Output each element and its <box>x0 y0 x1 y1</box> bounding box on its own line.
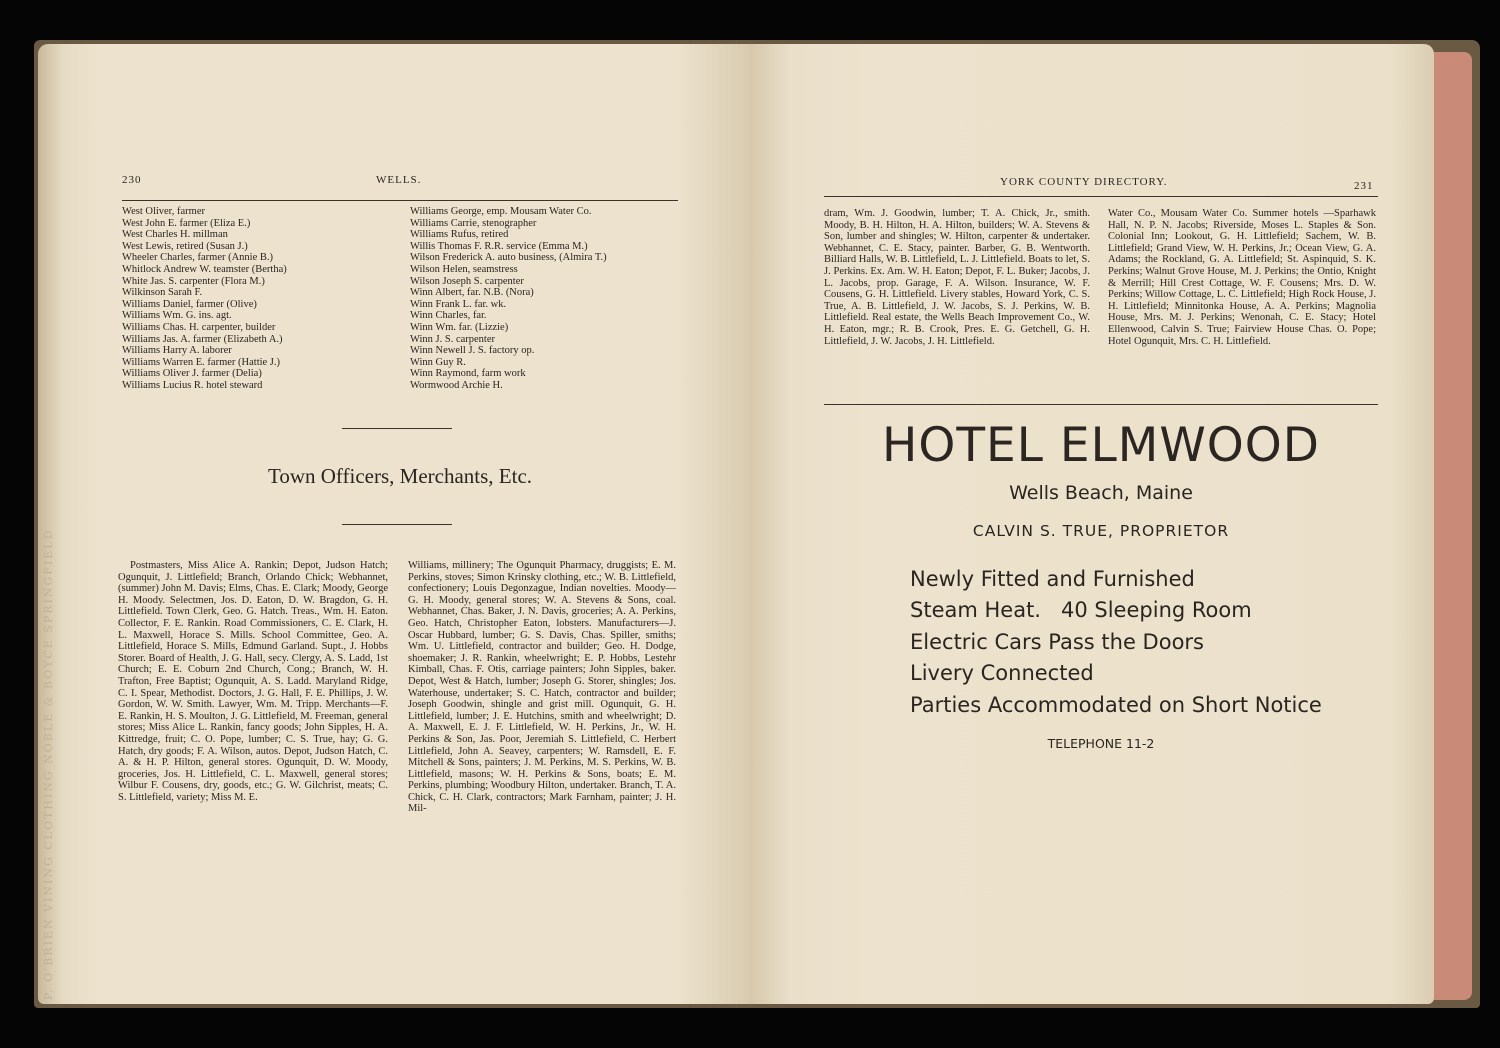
resident-entry: Williams George, emp. Mousam Water Co. <box>410 206 592 217</box>
resident-entry: Winn Newell J. S. factory op. <box>410 345 535 357</box>
section-rule-bottom <box>342 524 452 525</box>
resident-entry: West Oliver, farmer <box>122 206 205 217</box>
resident-entry: Williams Harry A. laborer <box>122 345 232 357</box>
resident-entry: Williams Warren E. farmer (Hattie J.) <box>122 356 281 368</box>
residents-column-2 <box>410 206 686 392</box>
resident-entry: Williams Lucius R. hotel steward <box>122 379 263 391</box>
resident-entry: Wheeler Charles, farmer (Annie B.) <box>122 252 274 264</box>
resident-entry: Wilson Joseph S. carpenter <box>410 275 524 287</box>
resident-entry: Wilson Frederick A. auto business, (Almira T.) <box>410 252 607 264</box>
running-head-left: WELLS. <box>376 174 422 186</box>
resident-entry: Winn Guy R. <box>410 356 466 368</box>
directory-column-1: dram, Wm. J. Goodwin, lumber; T. A. Chick, Jr., smith. Moody, B. H. Hilton, H. A. Hilton, builders; W. A. Stevens & Son, lumber and shingles; W. Hilton, carpenter & undertaker. Webhannet, C. E. Stacy, painter. Barber, G. B. Wentworth. Billiard Halls, W. B. Littlefield, L. J. Littlefield. Boats to let, S. J. Perkins. Ex. Am. W. H. Eaton; Depot, F. L. Buker; Jacobs, J. L. Jacobs, prop. Garage, F. A. Wilson. Insurance, W. F. Cousens, G. H. Littlefield. Livery stables, Howard York, C. S. True, A. B. Littlefield, J. W. Jacobs, S. J. Perkins, W. B. Littlefield. Real estate, the Wells Beach Improvement Co., W. H. Eaton, mgr.; R. B. Crook, Pres. E. G. Getchell, G. H. Littlefield, J. W. Jacobs, J. H. Littlefield. <box>824 208 1090 347</box>
page-edges <box>1430 52 1472 1000</box>
resident-entry: Winn Frank L. far. wk. <box>410 298 507 310</box>
resident-entry: Whitlock Andrew W. teamster (Bertha) <box>122 263 287 275</box>
ad-proprietor: CALVIN S. TRUE, PROPRIETOR <box>972 522 1230 540</box>
running-head-right: YORK COUNTY DIRECTORY. <box>1000 176 1168 188</box>
resident-entry: Winn J. S. carpenter <box>410 333 496 345</box>
section-rule-top <box>342 428 452 429</box>
resident-entry: Wilkinson Sarah F. <box>122 287 203 299</box>
header-rule-left <box>122 200 678 201</box>
resident-entry: Williams Carrie, stenographer <box>410 217 537 229</box>
resident-entry: Winn Raymond, farm work <box>410 368 526 380</box>
ad-title: HOTEL ELMWOOD <box>882 418 1320 473</box>
ad-feature-line: Newly Fitted and Furnished <box>910 567 1195 591</box>
page-number-right: 231 <box>1354 180 1374 192</box>
resident-entry: Williams Wm. G. ins. agt. <box>122 310 232 322</box>
header-rule-right <box>824 196 1378 197</box>
resident-entry: Willis Thomas F. R.R. service (Emma M.) <box>410 240 588 252</box>
ad-feature-line: Steam Heat. 40 Sleeping Room <box>910 598 1252 623</box>
resident-entry: Wormwood Archie H. <box>410 379 503 391</box>
ad-location: Wells Beach, Maine <box>1009 482 1193 504</box>
directory-column-2: Water Co., Mousam Water Co. Summer hotels —Sparhawk Hall, N. P. N. Jacobs; Riverside, Moses L. Staples & Son. Colonial Inn; Lookout, G. H. Littlefield; Sachem, W. B. Littlefield; Grand View, W. H. Perkins, Jr.; Ocean View, G. A. Adams; the Rockland, G. A. Littlefield; St. Aspinquid, S. K. Perkins; Walnut Grove House, M. J. Perkins; the Ontio, Knight & Merrill; Hill Crest Cottage, W. F. Cousens; Mrs. D. W. Perkins; Willow Cottage, L. C. Littlefield; High Rock House, J. H. Littlefield; Minnitonka House, A. A. Perkins; Magnolia House, Mrs. M. J. Perkins; Wenonah, C. E. Stacy; Hotel Ellenwood, Calvin S. True; Fairview House Chas. O. Pope; Hotel Ogunquit, Mrs. C. H. Littlefield. <box>1108 208 1376 347</box>
section-title: Town Officers, Merchants, Etc. <box>267 464 533 488</box>
resident-entry: Winn Charles, far. <box>410 310 487 322</box>
resident-entry: West Charles H. millman <box>122 229 228 241</box>
ad-feature-line: Electric Cars Pass the Doors <box>910 629 1204 654</box>
resident-entry: Winn Wm. far. (Lizzie) <box>410 321 509 333</box>
ad-feature-line: Parties Accommodated on Short Notice <box>910 692 1322 717</box>
resident-entry: Williams Rufus, retired <box>410 229 509 241</box>
resident-entry: Winn Albert, far. N.B. (Nora) <box>410 287 534 299</box>
resident-entry: Williams Oliver J. farmer (Delia) <box>122 368 262 380</box>
spine-margin-text: P. O'BRIEN VINING CLOTHING NOBLE & BOYCE SPRINGFIELD <box>42 528 55 1000</box>
ad-features <box>910 564 1370 721</box>
resident-entry: West Lewis, retired (Susan J.) <box>122 240 248 252</box>
resident-entry: West John E. farmer (Eliza E.) <box>122 217 251 229</box>
resident-entry: Williams Chas. H. carpenter, builder <box>122 321 276 333</box>
ad-feature-line: Livery Connected <box>910 661 1094 686</box>
officers-column-1: Postmasters, Miss Alice A. Rankin; Depot, Judson Hatch; Ogunquit, J. Littlefield; Branch, Orlando Chick; Webhannet, (summer) John M. Davis; Elms, Chas. E. Clark; Moody, George H. Moody. Selectmen, Jos. D. Eaton, D. W. Bragdon, G. H. Littlefield. Town Clerk, Geo. G. Hatch. Treas., Wm. H. Eaton. Collector, F. E. Rankin. Road Commissioners, C. E. Clark, H. L. Maxwell, Horace S. Mills. School Committee, Geo. A. Littlefield, Horace S. Mills, Edmund Garland. Supt., J. Hobbs Storer. Board of Health, J. G. Hall, secy. Clergy, A. S. Ladd, 1st Church; E. E. Coburn 2nd Church, Cong.; Branch, W. H. Trafton, Free Baptist; Ogunquit, A. S. Ladd. Maryland Ridge, C. I. Spear, Methodist. Doctors, J. G. Hall, F. E. Phillips, J. W. Gordon, W. W. Smith. Lawyer, Wm. M. Tripp. Merchants—F. E. Rankin, H. S. Moulton, J. G. Littlefield, M. Freeman, general stores; Miss Alice L. Rankin, fancy goods; John Sipples, H. A. Kittredge, fruit; C. O. Pope, lumber; C. S. True, hay; G. G. Hatch, dry goods; F. A. Wilson, autos. Depot, Judson Hatch, C. A. & H. P. Hilton, general stores. Ogunquit, D. W. Moody, groceries, Jos. H. Littlefield, C. L. Maxwell, general stores; Wilbur F. Cousens, dry, goods, etc.; G. W. Gilchrist, meats; C. S. Littlefield, variety; Miss M. E. <box>118 560 388 803</box>
officers-column-2: Williams, millinery; The Ogunquit Pharmacy, druggists; E. M. Perkins, stoves; Simon Krinsky clothing, etc.; W. B. Littlefield, confectionery; Louis Degonzague, Indian novelties. Moody—G. H. Moody, general stores; W. A. Stevens & Sons, coal. Webhannet, Chas. Baker, J. N. Davis, groceries; A. A. Perkins, Geo. Hatch, Christopher Eaton, lobsters. Manufacturers—J. Oscar Hubbard, lumber; G. S. Davis, Chas. Spiller, smiths; Wm. U. Littlefield, contractor and builder; Geo. H. Dodge, shoemaker; J. R. Rankin, wheelwright; E. P. Hobbs, Lestehr Kimball, Chas. F. Otis, carriage painters; John Sipples, baker. Depot, West & Hatch, lumber; Joseph G. Storer, shingles; Jos. Waterhouse, undertaker; S. C. Hatch, contractor and builder; Joseph Goodwin, shingle and grist mill. Ogunquit, G. H. Littlefield, lumber; J. E. Hutchins, smith and wheelwright; D. A. Maxwell, E. J. F. Littlefield, W. H. Perkins, Jr., W. H. Perkins & Son, Jas. Poor, Jeremiah S. Littlefield, C. Herbert Littlefield, John A. Seavey, carpenters; W. Ramsdell, E. F. Mitchell & Sons, painters; J. M. Perkins, M. S. Perkins, W. B. Littlefield, masons; W. H. Perkins & Sons, boats; E. M. Perkins, plumbing; Woodbury Hilton, undertaker. Branch, T. A. Chick, C. H. Clark, contractors; Mark Farnham, painter; J. H. Mil- <box>408 560 676 815</box>
ad-telephone: TELEPHONE 11-2 <box>1047 736 1155 751</box>
page-number-left: 230 <box>122 174 142 186</box>
resident-entry: White Jas. S. carpenter (Flora M.) <box>122 275 265 287</box>
residents-column-1 <box>122 206 398 392</box>
resident-entry: Williams Daniel, farmer (Olive) <box>122 298 257 310</box>
resident-entry: Wilson Helen, seamstress <box>410 263 518 275</box>
resident-entry: Williams Jas. A. farmer (Elizabeth A.) <box>122 333 283 345</box>
footer-rule-right <box>824 404 1378 405</box>
